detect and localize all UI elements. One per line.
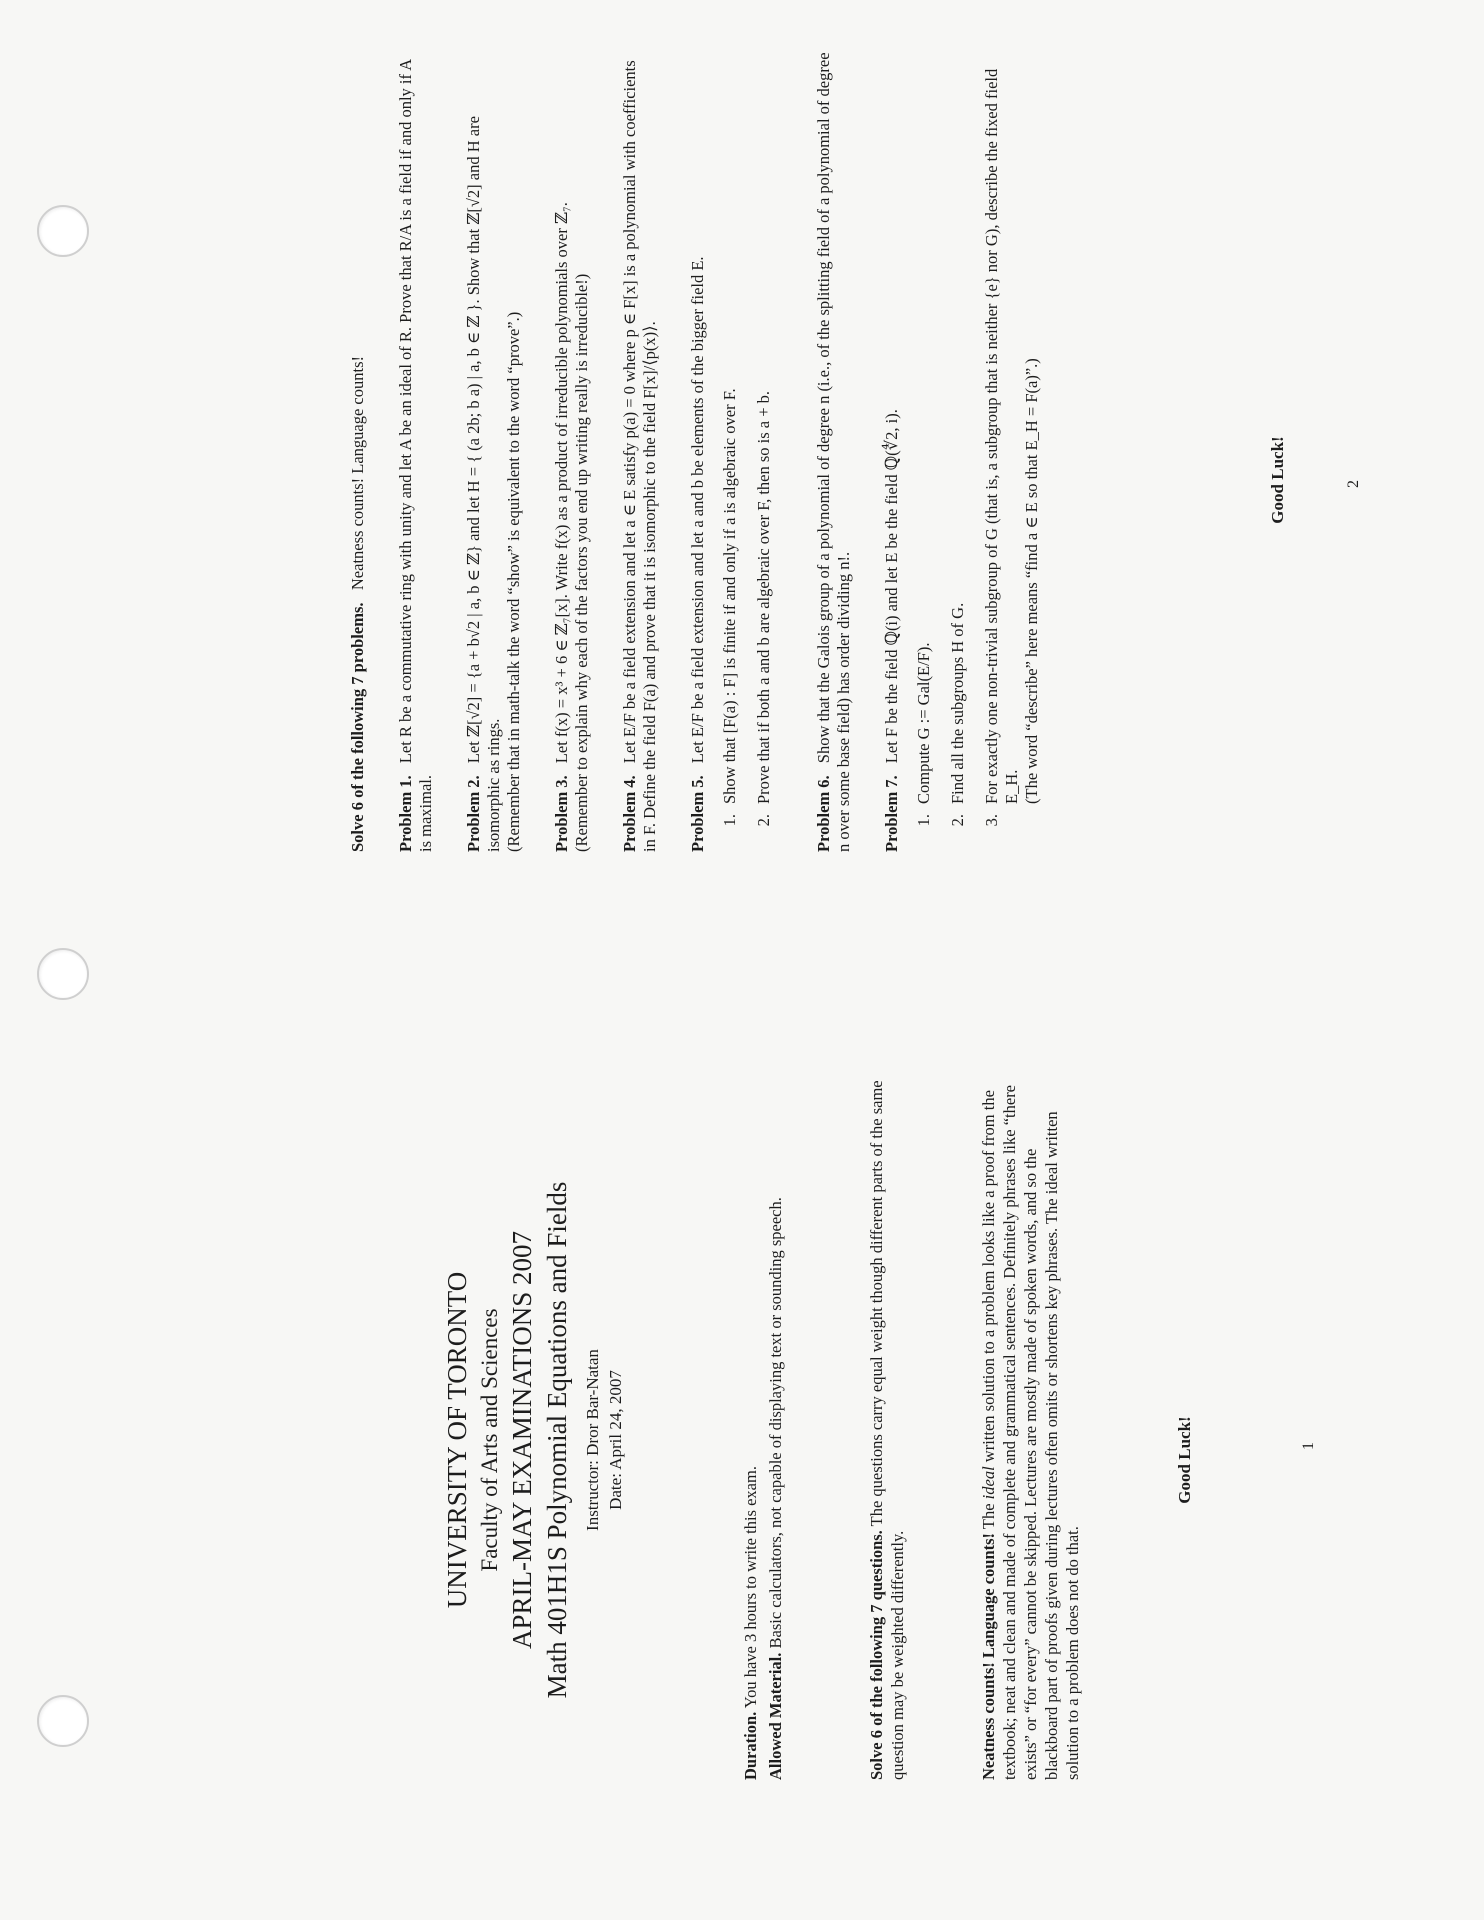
lead-rest: Neatness counts! Language counts! [348,355,367,591]
problem-label: Problem 7. [882,775,901,852]
university-name: UNIVERSITY OF TORONTO [442,1271,472,1609]
list-item [720,52,740,852]
page-number-1: 1 [1300,1442,1317,1450]
exam-cover-page [0,960,1484,1920]
problems-list [348,52,1070,852]
list-item [914,52,934,852]
faculty-name: Faculty of Arts and Sciences [477,1308,502,1572]
good-luck-cover: Good Luck! [1175,1416,1194,1504]
duration-label: Duration. [741,1711,760,1780]
problem-4 [620,52,660,852]
problem-text: Let F be the field ℚ(i) and let E be the field ℚ(∜2, i). [882,409,901,764]
problem-text: Let ℤ[√2] = {a + b√2 | a, b ∈ ℤ} and let H = { (a 2b; b a) | a, b ∈ ℤ }. Show that ℤ[√2] and H are isomorphic as rings. [464,116,503,852]
neatness-paragraph [978,1080,1083,1780]
list-item [948,52,968,852]
problem-label: Problem 2. [464,775,483,852]
problem-label: Problem 1. [396,775,415,852]
problem-3 [552,52,592,852]
problem-label: Problem 3. [552,775,571,852]
problem-7 [882,52,902,852]
duration-line [740,1080,761,1780]
neatness-pre: The [979,1503,998,1530]
item-number: 1. [914,814,933,827]
course-title: Math 401H1S Polynomial Equations and Fields [542,1181,572,1699]
list-item [754,52,774,852]
item-note: (The word “describe” here means “find a ∈ E so that E_H = F(a)”.) [1022,358,1041,804]
problem-note: (Remember that in math-talk the word “show” is equivalent to the word “prove”.) [504,311,523,852]
item-number: 2. [948,814,967,827]
solve-instruction [866,1080,908,1780]
problem-7-parts [914,52,1042,852]
solve-label: Solve 6 of the following 7 questions. [867,1530,886,1780]
problem-1 [396,52,436,852]
item-number: 3. [982,814,1001,827]
item-text: For exactly one non-trivial subgroup of G (that is, a subgroup that is neither {e} nor G), describe the fixed field E_H. [982,68,1021,804]
problem-2 [464,52,524,852]
neatness-ideal: ideal [979,1466,998,1500]
problem-text: Let f(x) = x³ + 6 ∈ ℤ₇[x]. Write f(x) as a product of irreducible polynomials over ℤ₇. [552,202,571,764]
page-number-2: 2 [1345,480,1362,488]
item-number: 1. [720,814,739,827]
problem-label: Problem 4. [620,775,639,852]
solve-text: The questions carry equal weight though different parts of the same question may be weighted differently. [867,1080,907,1780]
exam-date: Date: April 24, 2007 [606,1370,625,1510]
problem-text: Show that the Galois group of a polynomial of degree n (i.e., of the splitting field of a polynomial of degree n over some base field) has order dividing n!. [814,52,853,852]
problem-label: Problem 6. [814,775,833,852]
problem-text: Let E/F be a field extension and let a and b be elements of the bigger field E. [688,256,707,764]
allowed-material-line [765,1080,786,1780]
neatness-text: written solution to a problem looks like a proof from the textbook; neat and clean and made of complete and grammatical sentences. Definitely phrases like “there exists” or “for every” cannot be skipped. Lectures are mostly made of spoken words, and so the blackboard part of proofs given during lectures often omits or shortens key phrases. The ideal written solution to a problem does not do that. [979,1084,1082,1780]
good-luck-problems: Good Luck! [1268,436,1287,524]
problems-lead [348,52,368,852]
allowed-text: Basic calculators, not capable of displaying text or sounding speech. [766,1197,785,1649]
problem-6 [814,52,854,852]
item-text: Prove that if both a and b are algebraic over F, then so is a + b. [754,390,773,804]
problem-5 [688,52,708,852]
neatness-label: Neatness counts! Language counts! [979,1532,998,1780]
allowed-label: Allowed Material. [766,1652,785,1780]
instructor: Instructor: Dror Bar-Natan [583,1349,602,1531]
problem-label: Problem 5. [688,775,707,852]
item-number: 2. [754,814,773,827]
exam-instructions [740,1080,1083,1780]
lead-bold: Solve 6 of the following 7 problems. [348,602,367,852]
exam-header [440,1060,627,1820]
item-body [982,52,1042,804]
problem-text: Let R be a commutative ring with unity and let A be an ideal of R. Prove that R/A is a field if and only if A is maximal. [396,59,435,852]
item-text: Compute G := Gal(E/F). [914,642,933,804]
list-item [982,52,1042,852]
item-text: Show that [F(a) : F] is finite if and only if a is algebraic over F. [720,388,739,804]
item-text: Find all the subgroups H of G. [948,602,967,804]
duration-text: You have 3 hours to write this exam. [741,1466,760,1709]
problem-text: Let E/F be a field extension and let a ∈ E satisfy p(a) = 0 where p ∈ F[x] is a polynomial with coefficients in F. Define the field F(a) and prove that it is isomorphic to the field F[x]/⟨p(x)⟩. [620,60,659,852]
problem-note: (Remember to explain why each of the factors you end up writing really is irreducible!) [572,273,591,852]
problem-5-parts [720,52,774,852]
exam-session: APRIL-MAY EXAMINATIONS 2007 [507,1231,537,1650]
